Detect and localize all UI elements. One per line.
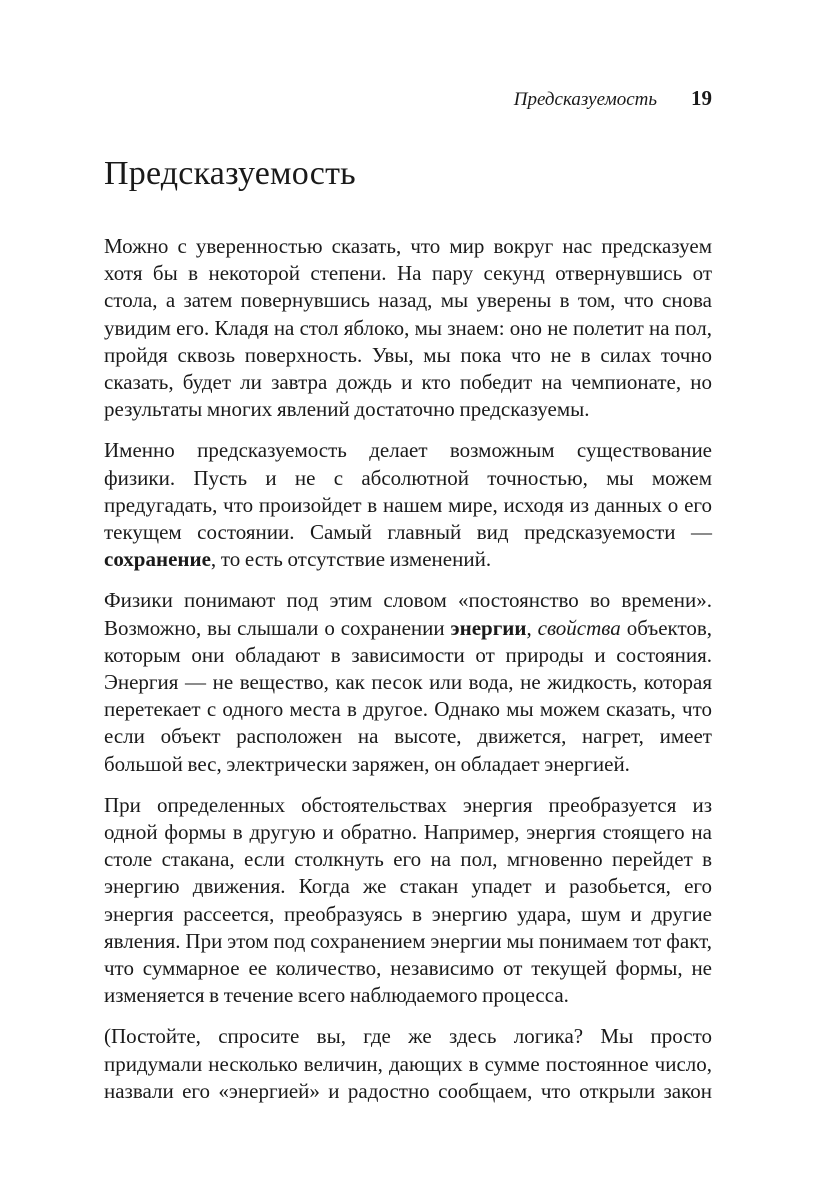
- page-number: 19: [691, 86, 712, 110]
- paragraph-3: [104, 587, 712, 777]
- paragraph-2: [104, 437, 712, 573]
- term-conservation: сохранение: [104, 547, 211, 572]
- running-header-title: Предсказуемость: [513, 89, 657, 110]
- paragraph-4: При определенных обстоятельствах энергия преобразуется из одной формы в другую и обратно. Например, энергия стоящего на столе стакана, если столкнуть его на пол, мгновенно перейдет в энергию движения. Когда же стакан упадет и разобьется, его энергия рассеется, преобразуясь в энергию удара, шум и другие явления. При этом под сохранением энергии мы понимаем тот факт, что суммарное ее количество, независимо от текущей формы, не изменяется в течение всего наблюдаемого процесса.: [104, 792, 712, 1008]
- paragraph-2-text: Именно предсказуемость делает возможным существование физики. Пусть и не с абсолютной точностью, мы можем предугадать, что произойдет в нашем мире, исходя из данных о его текущем состоянии. Самый главный вид предсказуемости —: [104, 438, 712, 545]
- paragraph-3-text: Физики понимают под этим словом «постоянство во времени». Возможно, вы слышали о сохранении: [104, 588, 712, 640]
- paragraph-3-end: объектов, которым они обладают в зависимости от природы и состояния. Энергия — не вещество, как песок или вода, не жидкость, которая перетекает с одного места в другое. Однако мы можем сказать, что если объект расположен на высоте, движется, нагрет, имеет большой вес, электрически заряжен, он обладает энергией.: [104, 615, 713, 776]
- paragraph-5: (Постойте, спросите вы, где же здесь логика? Мы просто придумали несколько величин, дающих в сумме постоянное число, назвали его «энергией» и радостно сообщаем, что открыли закон: [104, 1024, 712, 1103]
- running-header: [104, 86, 712, 111]
- paragraph-3-sep: ,: [526, 615, 532, 640]
- term-properties: свойства: [537, 615, 621, 640]
- paragraph-1: Можно с уверенностью сказать, что мир вокруг нас предсказуем хотя бы в некоторой степени. На пару секунд отвернувшись от стола, а затем повернувшись назад, мы уверены в том, что снова увидим его. Кладя на стол яблоко, мы знаем: оно не полетит на пол, пройдя сквозь поверхность. Увы, мы пока что не в силах точно сказать, будет ли завтра дождь и кто победит на чемпионате, но результаты многих явлений достаточно предсказуемы.: [104, 234, 712, 422]
- text-body: [104, 233, 712, 1119]
- paragraph-2-end: , то есть отсутствие изменений.: [210, 547, 492, 572]
- term-energy: энергии: [450, 615, 527, 640]
- section-heading: Предсказуемость: [104, 155, 356, 192]
